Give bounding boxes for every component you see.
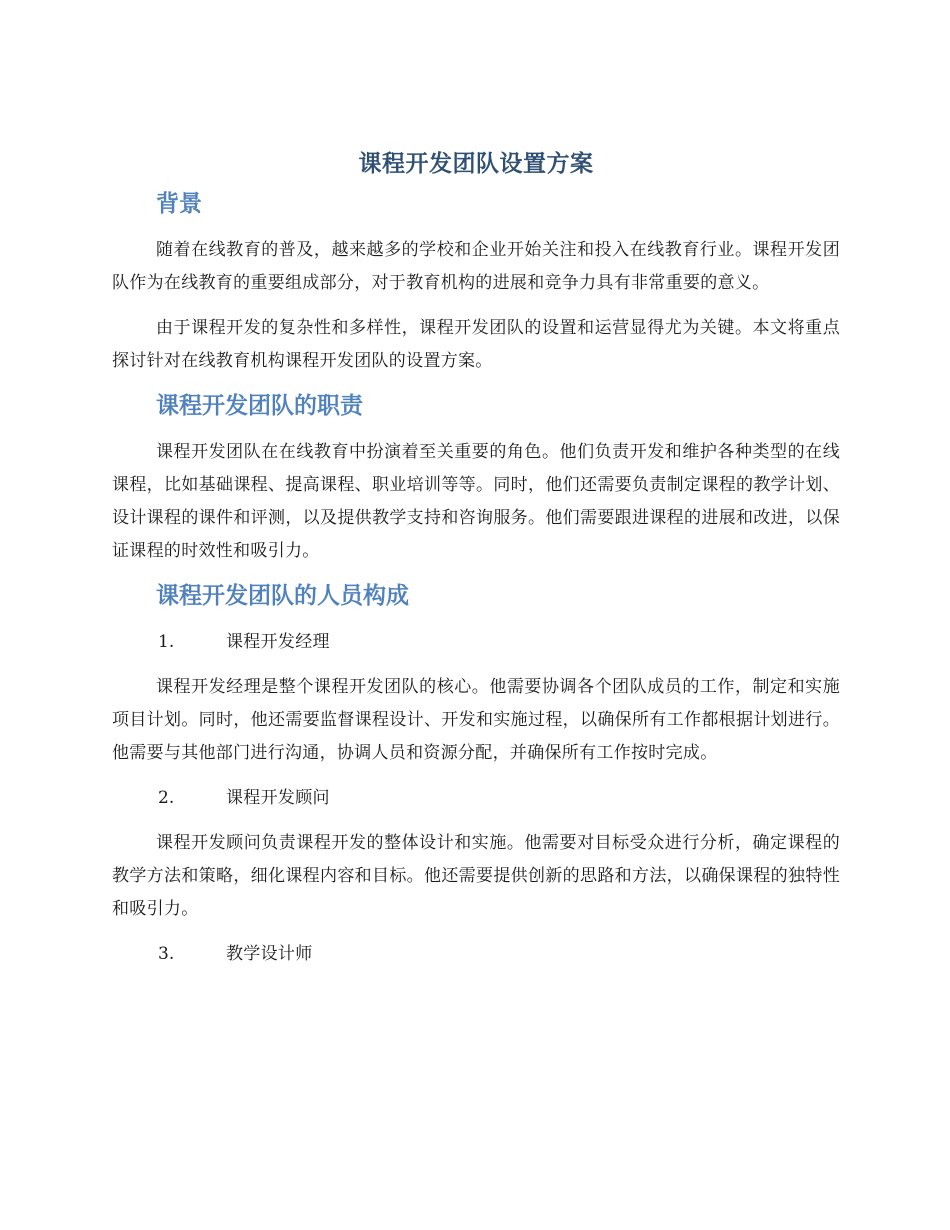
numbered-item bbox=[112, 626, 840, 659]
section-heading-background: 背景 bbox=[156, 191, 202, 217]
document-body bbox=[112, 148, 840, 983]
item-label: 教学设计师 bbox=[226, 944, 313, 964]
paragraph: 由于课程开发的复杂性和多样性，课程开发团队的设置和运营显得尤为关键。本文将重点探讨针对在线教育机构课程开发团队的设置方案。 bbox=[112, 318, 840, 371]
paragraph: 随着在线教育的普及，越来越多的学校和企业开始关注和投入在线教育行业。课程开发团队作为在线教育的重要组成部分，对于教育机构的进展和竞争力具有非常重要的意义。 bbox=[112, 240, 840, 293]
item-number: 1. bbox=[158, 632, 175, 652]
numbered-item bbox=[112, 782, 840, 815]
paragraph: 课程开发顾问负责课程开发的整体设计和实施。他需要对目标受众进行分析，确定课程的教学方法和策略，细化课程内容和目标。他还需要提供创新的思路和方法，以确保课程的独特性和吸引力。 bbox=[112, 833, 840, 919]
numbered-item bbox=[112, 938, 840, 971]
section-heading-team-composition: 课程开发团队的人员构成 bbox=[156, 583, 409, 609]
item-number: 3. bbox=[158, 944, 175, 964]
paragraph: 课程开发经理是整个课程开发团队的核心。他需要协调各个团队成员的工作，制定和实施项目计划。同时，他还需要监督课程设计、开发和实施过程，以确保所有工作都根据计划进行。他需要与其他部门进行沟通，协调人员和资源分配，并确保所有工作按时完成。 bbox=[112, 677, 840, 763]
paragraph: 课程开发团队在在线教育中扮演着至关重要的角色。他们负责开发和维护各种类型的在线课程，比如基础课程、提高课程、职业培训等等。同时，他们还需要负责制定课程的教学计划、设计课程的课件和评测，以及提供教学支持和咨询服务。他们需要跟进课程的进展和改进，以保证课程的时效性和吸引力。 bbox=[112, 442, 840, 561]
document-title: 课程开发团队设置方案 bbox=[358, 151, 594, 177]
section-heading-responsibilities: 课程开发团队的职责 bbox=[156, 393, 363, 419]
item-label: 课程开发顾问 bbox=[226, 788, 330, 808]
item-label: 课程开发经理 bbox=[226, 632, 330, 652]
item-number: 2. bbox=[158, 788, 175, 808]
